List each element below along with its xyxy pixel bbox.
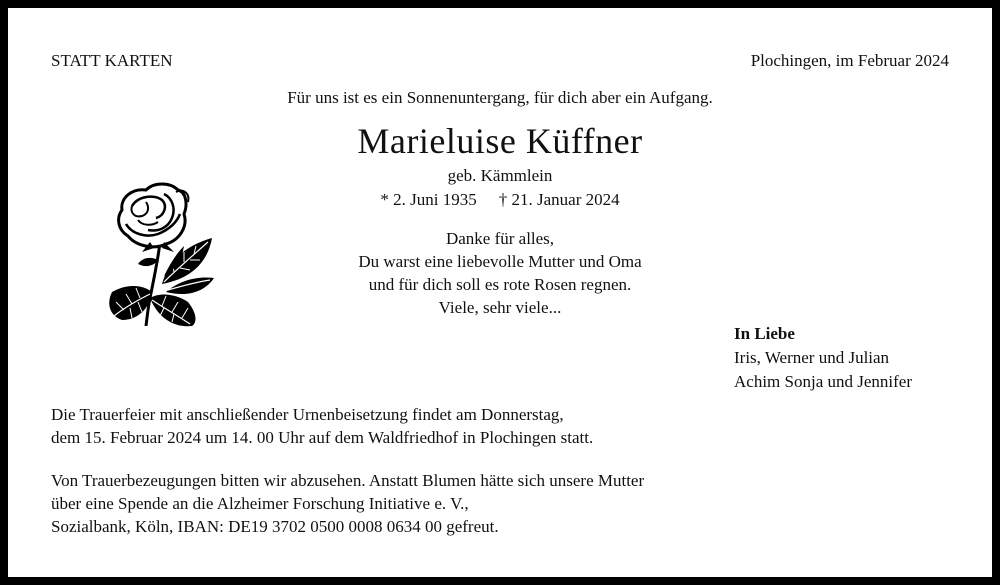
mourners-line: Iris, Werner und Julian <box>734 348 890 367</box>
poem-line: Viele, sehr viele... <box>438 298 562 317</box>
birth-date: * 2. Juni 1935 <box>380 190 477 209</box>
ceremony-info <box>51 403 593 449</box>
deceased-name: Marieluise Küffner <box>357 121 643 161</box>
ceremony-line: dem 15. Februar 2024 um 14. 00 Uhr auf dem Waldfriedhof in Plochingen statt. <box>51 428 594 447</box>
header-left: STATT KARTEN <box>51 51 173 70</box>
ceremony-line: Die Trauerfeier mit anschließender Urnenbeisetzung findet am Donnerstag, <box>51 405 564 424</box>
mourners <box>734 322 912 394</box>
place-date: Plochingen, im Februar 2024 <box>750 51 949 70</box>
mourners-heading: In Liebe <box>734 324 795 343</box>
poem-line: Danke für alles, <box>445 229 555 248</box>
poem-line: Du warst eine liebevolle Mutter und Oma <box>358 252 642 271</box>
obituary-notice <box>8 8 992 577</box>
donation-line: Von Trauerbezeugungen bitten wir abzusehen. Anstatt Blumen hätte sich unsere Mutter <box>51 471 645 490</box>
poem-line: und für dich soll es rote Rosen regnen. <box>368 275 632 294</box>
poem <box>8 227 992 319</box>
mourners-line: Achim Sonja und Jennifer <box>734 372 912 391</box>
donation-info <box>51 469 644 538</box>
birth-name: geb. Kämmlein <box>447 166 553 185</box>
donation-line: Sozialbank, Köln, IBAN: DE19 3702 0500 0008 0634 00 gefreut. <box>51 517 499 536</box>
motto: Für uns ist es ein Sonnenuntergang, für dich aber ein Aufgang. <box>287 88 713 107</box>
donation-line: über eine Spende an die Alzheimer Forschung Initiative e. V., <box>51 494 469 513</box>
death-date: † 21. Januar 2024 <box>498 190 620 209</box>
